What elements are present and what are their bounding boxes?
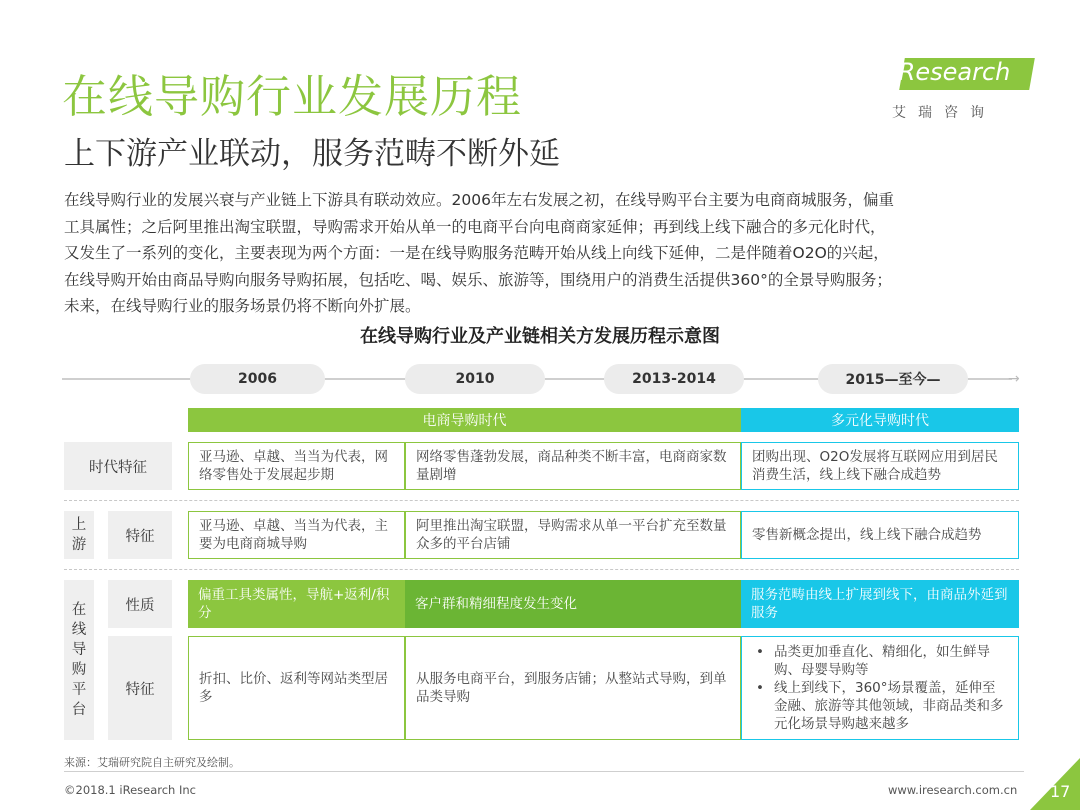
- row-label-platform-feature: 特征: [108, 636, 172, 740]
- diagram-title: 在线导购行业及产业链相关方发展历程示意图: [360, 326, 720, 347]
- row-label-era-feature: 时代特征: [64, 442, 172, 490]
- nature-cell: 客户群和精细程度发生变化: [405, 580, 741, 628]
- nature-cell: 偏重工具类属性，导航+返利/积分: [188, 580, 405, 628]
- platform-feature-cell: 从服务电商平台，到服务店铺；从整站式导购，到单品类导购: [405, 636, 741, 740]
- intro-line: 又发生了一系列的变化，主要表现为两个方面：一是在线导购服务范畴开始从线上向线下延伸，二是伴随着O2O的兴起，: [64, 244, 889, 262]
- group-label-char: 在: [71, 602, 87, 618]
- footer-divider: [64, 771, 1024, 772]
- copyright-text: ©2018.1 iResearch Inc: [64, 783, 196, 797]
- group-label-char: 上: [71, 517, 87, 533]
- row-divider: [64, 569, 1019, 570]
- page-title: 在线导购行业发展历程: [62, 70, 523, 123]
- group-label-char: 台: [71, 702, 87, 718]
- era-diversified-bar: 多元化导购时代: [741, 408, 1019, 432]
- year-pill: 2006: [190, 364, 325, 394]
- iresearch-logo: [892, 58, 1032, 128]
- intro-line: 未来，在线导购行业的服务场景仍将不断向外扩展。: [64, 297, 421, 315]
- source-note: 来源：艾瑞研究院自主研究及绘制。: [64, 756, 240, 769]
- website-link[interactable]: www.iresearch.com.cn: [888, 783, 1018, 797]
- row-label-upstream-feature: 特征: [108, 511, 172, 559]
- nature-cell: 服务范畴由线上扩展到线下，由商品外延到服务: [741, 580, 1019, 628]
- platform-feature-cell: 折扣、比价、返利等网站类型居多: [188, 636, 405, 740]
- bullet-item: • 线上到线下，360°场景覆盖，延伸至金融、旅游等其他领域，非商品类和多元化场景导购越来越多: [752, 679, 1008, 733]
- row-divider: [64, 500, 1019, 501]
- logo-cn-text: 艾瑞咨询: [892, 105, 996, 121]
- page-number: 17: [1050, 782, 1071, 801]
- intro-paragraph: [64, 187, 1039, 320]
- bullet-list: [752, 643, 1008, 733]
- year-pill: 2015—至今—: [818, 364, 968, 394]
- group-label-upstream: [64, 511, 94, 559]
- year-pill: 2013-2014: [604, 364, 744, 394]
- era-ecommerce-bar: 电商导购时代: [188, 408, 741, 432]
- era-feature-cell: 团购出现、O2O发展将互联网应用到居民消费生活，线上线下融合成趋势: [741, 442, 1019, 490]
- group-label-char: 导: [71, 642, 87, 658]
- page-subtitle: 上下游产业联动，服务范畴不断外延: [64, 136, 560, 172]
- year-pill: 2010: [405, 364, 545, 394]
- era-feature-cell: 网络零售蓬勃发展，商品种类不断丰富，电商商家数量剧增: [405, 442, 741, 490]
- upstream-feature-cell: 亚马逊、卓越、当当为代表，主要为电商商城导购: [188, 511, 405, 559]
- intro-line: 在线导购行业的发展兴衰与产业链上下游具有联动效应。2006年左右发展之初，在线导购平台主要为电商商城服务，偏重: [64, 191, 894, 209]
- row-label-nature: 性质: [108, 580, 172, 628]
- bullet-item: • 品类更加垂直化、精细化，如生鲜导购、母婴导购等: [752, 643, 1008, 679]
- group-label-char: 平: [71, 682, 87, 698]
- intro-line: 工具属性；之后阿里推出淘宝联盟，导购需求开始从单一的电商平台向电商商家延伸；再到线上线下融合的多元化时代，: [64, 217, 886, 236]
- intro-line: 在线导购开始由商品导购向服务导购拓展，包括吃、喝、娱乐、旅游等，围绕用户的消费生活提供360°的全景导购服务；: [64, 270, 892, 289]
- group-label-char: 游: [71, 537, 87, 553]
- group-label-online-platform: [64, 580, 94, 740]
- group-label-char: 购: [71, 662, 87, 678]
- timeline-arrow-icon: →: [1008, 371, 1020, 387]
- upstream-feature-cell: 阿里推出淘宝联盟，导购需求从单一平台扩充至数量众多的平台店铺: [405, 511, 741, 559]
- group-label-char: 线: [71, 622, 87, 638]
- platform-feature-bullets-cell: [741, 636, 1019, 740]
- upstream-feature-cell: 零售新概念提出，线上线下融合成趋势: [741, 511, 1019, 559]
- era-feature-cell: 亚马逊、卓越、当当为代表，网络零售处于发展起步期: [188, 442, 405, 490]
- logo-text: iResearch: [892, 58, 1011, 86]
